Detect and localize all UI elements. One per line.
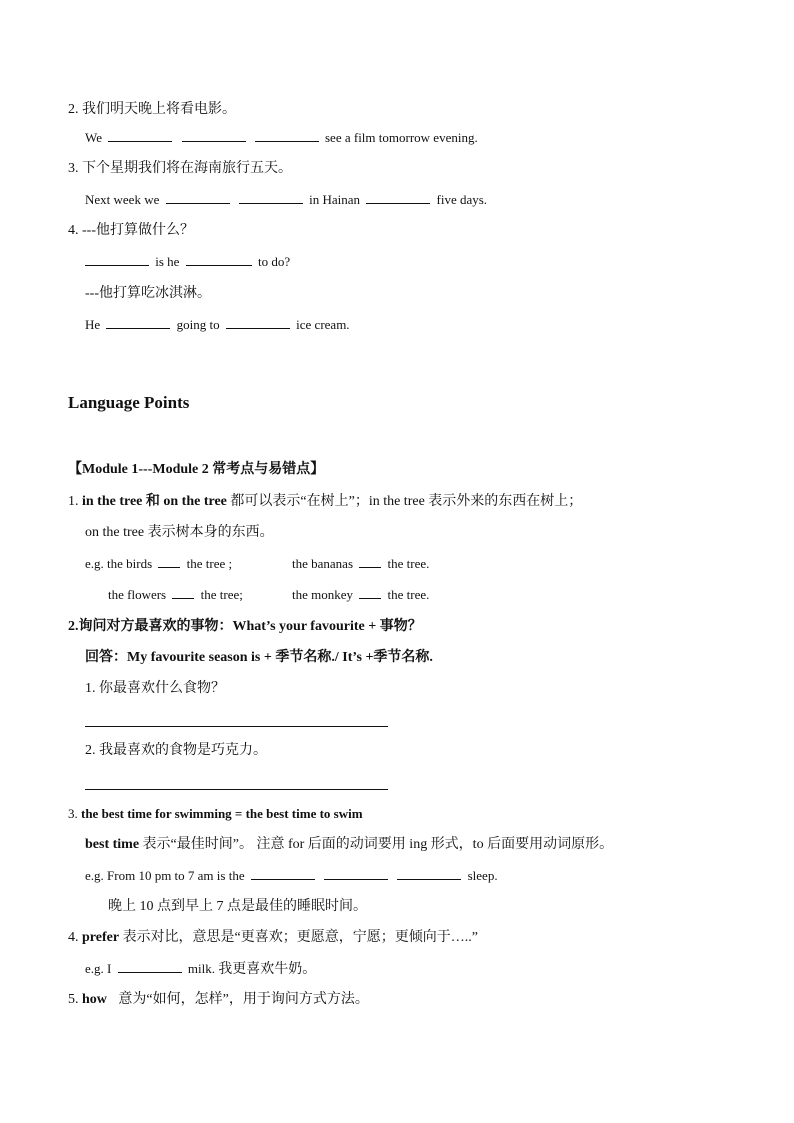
- answer-blank[interactable]: [182, 129, 246, 142]
- point-3-example: [85, 867, 498, 885]
- point-description: 表示对比，意思是“更喜欢；更愿意，宁愿；更倾向于…..”: [122, 930, 478, 945]
- answer-blank[interactable]: [239, 191, 303, 204]
- answer-blank[interactable]: [118, 960, 182, 973]
- example-text: the tree.: [387, 587, 430, 602]
- exercise-4-prompt: [68, 222, 194, 240]
- point-term: on the tree: [163, 494, 227, 509]
- exercise-number: 2.: [68, 102, 79, 117]
- point-number: 3.: [68, 806, 78, 821]
- point-3-description: [85, 836, 613, 854]
- answer-blank[interactable]: [366, 191, 430, 204]
- example-translation: 我更喜欢牛奶。: [218, 962, 317, 977]
- sentence-text: see a film tomorrow evening.: [325, 130, 478, 145]
- point-1-example-row-2: [108, 586, 243, 604]
- answer-blank[interactable]: [251, 867, 315, 880]
- sentence-text: Next week we: [85, 192, 160, 207]
- exercise-chinese: 下个星期我们将在海南旅行五天。: [82, 161, 292, 176]
- example-text: e.g. From 10 pm to 7 am is the: [85, 868, 245, 883]
- exercise-4-english-question: [85, 253, 290, 271]
- point-4-heading: [68, 929, 478, 947]
- exercise-number: 4.: [68, 223, 79, 238]
- example-text: the birds: [107, 556, 153, 571]
- point-conjunction: 和: [145, 494, 160, 509]
- point-3-translation: 晚上 10 点到早上 7 点是最佳的睡眠时间。: [108, 899, 367, 914]
- point-number: 5.: [68, 992, 79, 1007]
- example-text: the tree;: [200, 587, 243, 602]
- point-1-example-row-1b: [292, 555, 429, 573]
- sentence-text: is he: [155, 254, 180, 269]
- point-2-subquestion-2: 2. 我最喜欢的食物是巧克力。: [85, 743, 267, 758]
- point-heading-text: 询问对方最喜欢的事物：What’s your favourite + 事物？: [78, 619, 422, 634]
- point-number: 4.: [68, 930, 79, 945]
- exercise-chinese: 我们明天晚上将看电影。: [82, 102, 236, 117]
- sentence-text: We: [85, 130, 102, 145]
- answer-blank[interactable]: [186, 253, 252, 266]
- exercise-4-english-answer: [85, 316, 350, 334]
- point-term: best time: [85, 837, 140, 852]
- point-2-subquestion-1: 1. 你最喜欢什么食物？: [85, 681, 225, 696]
- point-term: prefer: [82, 930, 120, 945]
- answer-blank[interactable]: [255, 129, 319, 142]
- answer-blank[interactable]: [166, 191, 230, 204]
- exercise-chinese: ---他打算做什么？: [82, 223, 194, 238]
- point-1-example-row-1: [85, 555, 232, 573]
- sentence-text: going to: [176, 317, 220, 332]
- module-heading: 【Module 1---Module 2 常考点与易错点】: [68, 462, 325, 477]
- answer-blank[interactable]: [324, 867, 388, 880]
- answer-blank[interactable]: [158, 555, 180, 568]
- point-2-answer: 回答：My favourite season is + 季节名称./ It’s +季节名称.: [85, 650, 433, 665]
- point-number: 2.: [68, 619, 79, 634]
- sentence-text: five days.: [436, 192, 488, 207]
- example-text: e.g. I: [85, 961, 112, 976]
- point-1-example-row-2b: [292, 586, 429, 604]
- point-description: 意为“如何，怎样”，用于询问方式方法。: [118, 992, 369, 1007]
- sentence-text: in Hainan: [309, 192, 361, 207]
- exercise-2-prompt: [68, 101, 236, 119]
- exercise-3-english: [85, 191, 487, 209]
- example-text: milk.: [187, 961, 215, 976]
- example-text: the monkey: [292, 587, 354, 602]
- point-3-heading: [68, 805, 363, 823]
- answer-blank[interactable]: [359, 586, 381, 599]
- point-term: how: [82, 992, 107, 1007]
- answer-blank[interactable]: [172, 586, 194, 599]
- point-number: 1.: [68, 494, 79, 509]
- example-text: the tree.: [387, 556, 430, 571]
- answer-blank[interactable]: [359, 555, 381, 568]
- answer-blank[interactable]: [108, 129, 172, 142]
- point-1-description-2: on the tree 表示树本身的东西。: [85, 525, 274, 540]
- answer-line[interactable]: [85, 726, 388, 727]
- point-2-heading: [68, 618, 422, 636]
- answer-line[interactable]: [85, 789, 388, 790]
- answer-blank[interactable]: [226, 316, 290, 329]
- example-text: the tree ;: [186, 556, 233, 571]
- point-1-heading: [68, 493, 582, 511]
- example-text: sleep.: [467, 868, 498, 883]
- eg-label: e.g.: [85, 556, 104, 571]
- exercise-3-prompt: [68, 160, 292, 178]
- point-term: in the tree: [82, 494, 143, 509]
- answer-blank[interactable]: [397, 867, 461, 880]
- sentence-text: to do?: [257, 254, 291, 269]
- point-heading-text: the best time for swimming = the best time to swim: [81, 806, 363, 821]
- sentence-text: He: [85, 317, 101, 332]
- example-text: the flowers: [108, 587, 167, 602]
- example-text: the bananas: [292, 556, 354, 571]
- answer-blank[interactable]: [85, 253, 149, 266]
- sentence-text: ice cream.: [296, 317, 350, 332]
- answer-blank[interactable]: [106, 316, 170, 329]
- exercise-4-chinese-answer: ---他打算吃冰淇淋。: [85, 286, 211, 301]
- point-5-heading: [68, 991, 369, 1009]
- section-title: Language Points: [68, 393, 190, 412]
- point-4-example: [85, 960, 316, 979]
- point-description: 都可以表示“在树上”；in the tree 表示外来的东西在树上；: [230, 494, 583, 509]
- exercise-2-english: [85, 129, 478, 147]
- point-description: 表示“最佳时间”。 注意 for 后面的动词要用 ing 形式，to 后面要用动词原形。: [142, 837, 614, 852]
- exercise-number: 3.: [68, 161, 79, 176]
